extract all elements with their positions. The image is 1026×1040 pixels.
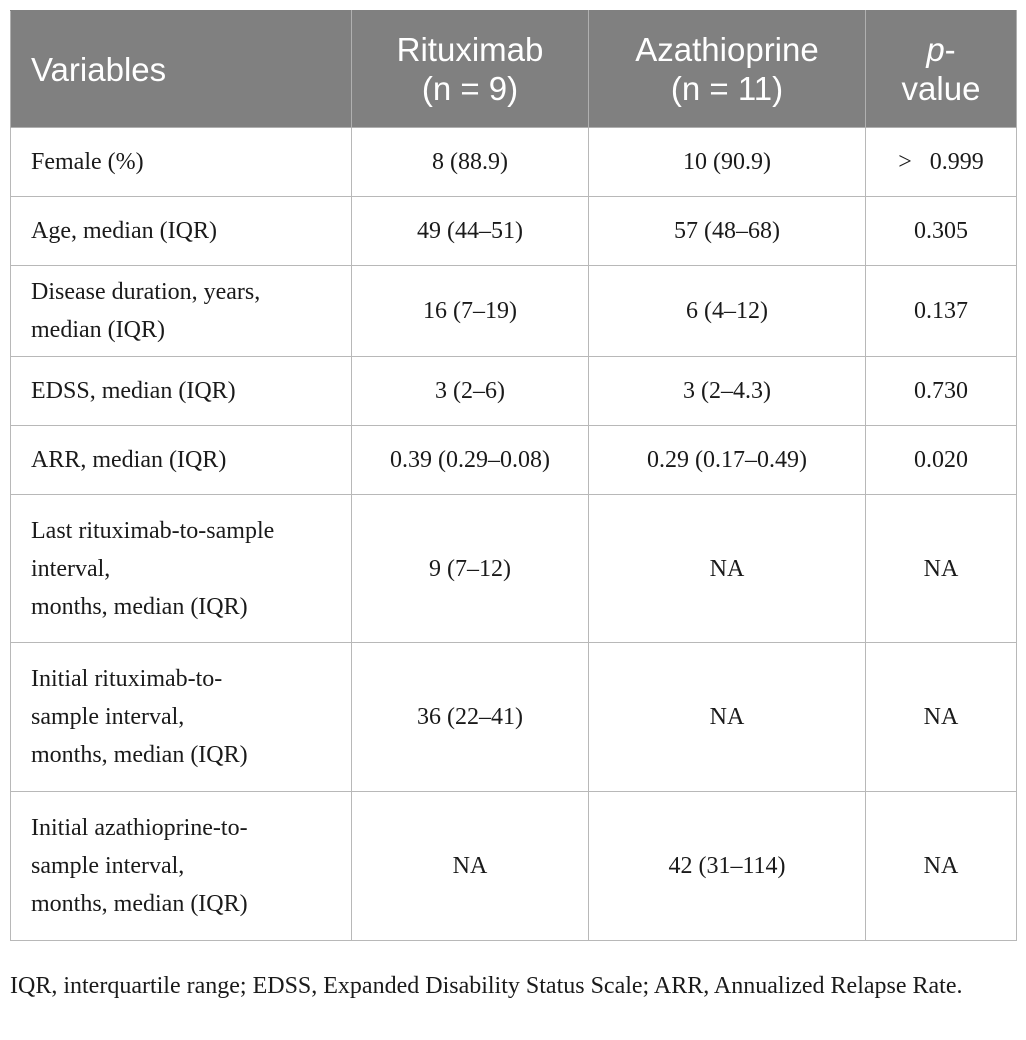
table-row	[11, 792, 1017, 941]
cell-rituximab: 8 (88.9)	[352, 128, 589, 197]
header-pvalue-dash: -	[944, 31, 956, 68]
cell-rituximab: 49 (44–51)	[352, 197, 589, 266]
cell-variable-line: Disease duration, years,	[31, 279, 261, 305]
header-rituximab-label: Rituximab	[396, 31, 544, 68]
cell-variable-line: Initial azathioprine-to-	[31, 815, 248, 841]
cell-azathioprine: NA	[589, 643, 866, 792]
table-body	[11, 128, 1017, 941]
cell-azathioprine: 3 (2–4.3)	[589, 357, 866, 426]
header-rituximab-count: (n = 9)	[421, 70, 519, 107]
cell-variable-line: Female (%)	[31, 149, 144, 175]
cell-variable-line: months, median (IQR)	[31, 742, 248, 768]
header-azathioprine	[589, 11, 866, 128]
table-row	[11, 128, 1017, 197]
header-variables	[11, 11, 352, 128]
table-row	[11, 495, 1017, 643]
header-rituximab	[352, 11, 589, 128]
cell-variable-line: sample interval,	[31, 704, 185, 730]
cell-variable	[11, 792, 352, 941]
cell-pvalue: 0.137	[866, 266, 1017, 357]
cell-azathioprine: 10 (90.9)	[589, 128, 866, 197]
cell-pvalue: 0.305	[866, 197, 1017, 266]
cell-variable	[11, 643, 352, 792]
cell-rituximab: 0.39 (0.29–0.08)	[352, 426, 589, 495]
table-row	[11, 426, 1017, 495]
cell-variable	[11, 426, 352, 495]
cell-azathioprine: NA	[589, 495, 866, 643]
cell-variable	[11, 197, 352, 266]
header-variables-label: Variables	[31, 50, 167, 88]
cell-rituximab: 3 (2–6)	[352, 357, 589, 426]
cell-azathioprine: 42 (31–114)	[589, 792, 866, 941]
cell-variable-line: months, median (IQR)	[31, 593, 248, 620]
data-table-container	[10, 10, 1016, 941]
cell-rituximab: 36 (22–41)	[352, 643, 589, 792]
cell-variable	[11, 128, 352, 197]
comparison-table	[10, 10, 1017, 941]
header-pvalue-line2: value	[901, 70, 981, 107]
cell-azathioprine: 57 (48–68)	[589, 197, 866, 266]
header-pvalue-p: p	[926, 31, 945, 68]
cell-pvalue: NA	[866, 792, 1017, 941]
cell-pvalue: NA	[866, 643, 1017, 792]
cell-azathioprine: 0.29 (0.17–0.49)	[589, 426, 866, 495]
cell-variable-line: Initial rituximab-to-	[31, 666, 223, 692]
table-row	[11, 197, 1017, 266]
cell-variable-line: sample interval,	[31, 853, 185, 879]
table-row	[11, 357, 1017, 426]
header-azathioprine-count: (n = 11)	[670, 70, 784, 107]
cell-pvalue: > 0.999	[866, 128, 1017, 197]
cell-rituximab: 9 (7–12)	[352, 495, 589, 643]
table-header	[11, 11, 1017, 128]
table-footnote: IQR, interquartile range; EDSS, Expanded Disability Status Scale; ARR, Annualized Relapse Rate.	[10, 973, 963, 999]
cell-variable-line: Age, median (IQR)	[31, 218, 217, 244]
cell-variable-line: EDSS, median (IQR)	[31, 378, 236, 404]
cell-variable-line: months, median (IQR)	[31, 891, 248, 917]
cell-variable-line: Last rituximab-to-sample	[31, 517, 275, 544]
cell-variable	[11, 357, 352, 426]
cell-azathioprine: 6 (4–12)	[589, 266, 866, 357]
cell-variable-line: median (IQR)	[31, 317, 165, 343]
table-row	[11, 266, 1017, 357]
cell-rituximab: NA	[352, 792, 589, 941]
cell-pvalue: 0.730	[866, 357, 1017, 426]
header-pvalue-line1	[874, 30, 1008, 69]
header-row	[11, 11, 1017, 128]
cell-variable	[11, 495, 352, 643]
cell-variable-line: interval,	[31, 555, 111, 582]
cell-rituximab: 16 (7–19)	[352, 266, 589, 357]
cell-pvalue: 0.020	[866, 426, 1017, 495]
header-pvalue	[866, 11, 1017, 128]
cell-variable	[11, 266, 352, 357]
header-azathioprine-label: Azathioprine	[635, 31, 819, 68]
cell-pvalue: NA	[866, 495, 1017, 643]
table-row	[11, 643, 1017, 792]
cell-variable-line: ARR, median (IQR)	[31, 447, 227, 473]
